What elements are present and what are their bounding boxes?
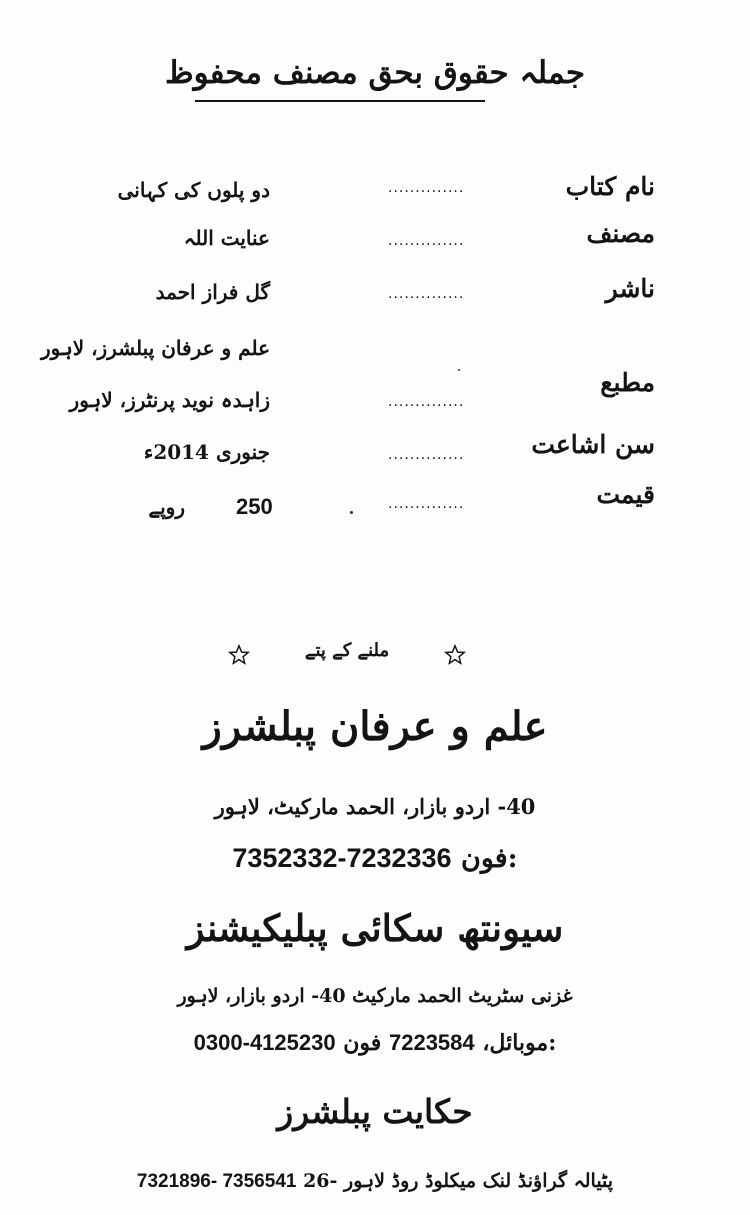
addresses-heading — [228, 640, 468, 670]
publisher-name: علم و عرفان پبلشرز — [202, 703, 548, 750]
label-press: مطبع — [600, 368, 655, 397]
publisher-address: 40- اردو بازار، الحمد مارکیٹ، لاہور — [214, 794, 536, 819]
publisher-address: غزنی سٹریٹ الحمد مارکیٹ 40- اردو بازار، لاہور — [177, 985, 573, 1007]
phone-label: فون: — [343, 1030, 557, 1056]
value-publisher: گل فراز احمد — [155, 280, 270, 304]
publisher-name: حکایت پبلشرز — [277, 1092, 473, 1131]
phone-label: فون: — [460, 843, 518, 874]
star-icon — [444, 644, 466, 666]
mobile-number: 0300-4125230 — [193, 1030, 336, 1055]
ink-speck — [350, 511, 353, 514]
separator-dots: .............. — [388, 394, 465, 410]
label-price: قیمت — [596, 480, 655, 509]
phone-number: 7321896- 7356541 — [136, 1171, 297, 1192]
separator-dots: .............. — [388, 286, 465, 302]
separator-dots: .............. — [388, 233, 465, 249]
publisher-name: سیونتھ سکائی پبلیکیشنز — [186, 906, 564, 950]
value-price: 250 — [236, 494, 273, 519]
label-publisher: ناشر — [605, 274, 655, 303]
separator-dots: .............. — [388, 496, 465, 512]
label-publication-year: سن اشاعت — [531, 430, 655, 459]
value-press: زاہدہ نوید پرنٹرز، لاہور — [69, 388, 270, 412]
publisher-phone-line — [0, 843, 750, 874]
phone-number: 7223584 — [388, 1030, 475, 1055]
phone-number: 7352332-7232336 — [232, 843, 452, 873]
page-title: جملہ حقوق بحق مصنف محفوظ — [165, 55, 585, 91]
ink-speck — [458, 369, 460, 371]
publisher-phone-line: 0300-4125230 موبائل، 7223584 فون: — [193, 1030, 557, 1056]
separator-dots: .............. — [388, 447, 465, 463]
separator-dots: .............. — [388, 180, 465, 196]
value-price-unit: روپے — [148, 495, 185, 519]
mobile-label: موبائل — [489, 1030, 549, 1056]
value-publisher-house: علم و عرفان پبلشرز، لاہور — [40, 336, 270, 360]
value-publication-year: جنوری 2014ء — [143, 440, 270, 464]
label-author: مصنف — [586, 219, 655, 248]
title-underline — [195, 100, 485, 102]
publisher-address: 26- پٹیالہ گراؤنڈ لنک میکلوڈ روڈ لاہور — [303, 1170, 614, 1192]
addresses-heading-text: ملنے کے پتے — [304, 640, 390, 661]
publisher-address-line — [0, 1170, 750, 1193]
value-book-name: دو پلوں کی کہانی — [117, 178, 270, 202]
label-book-name: نام کتاب — [565, 172, 655, 201]
star-icon — [228, 644, 250, 666]
value-author: عنایت اللہ — [183, 226, 270, 250]
